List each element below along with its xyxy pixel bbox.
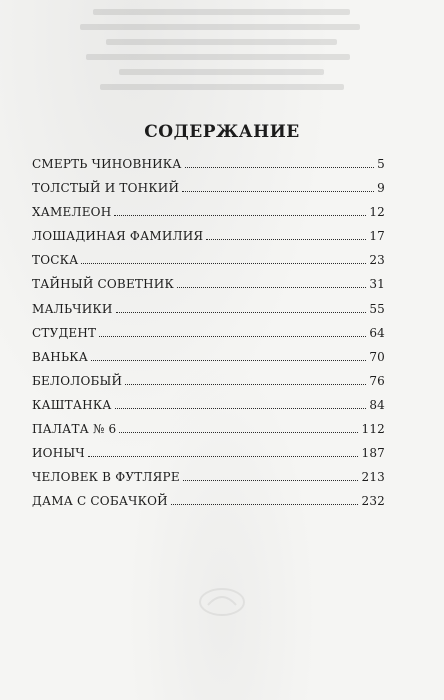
toc-entry-title: ЛОШАДИНАЯ ФАМИЛИЯ [32, 229, 204, 244]
toc-entry-title: ВАНЬКА [32, 349, 89, 364]
toc-entry-title: ТОСКА [32, 253, 79, 268]
toc-entry-title: БЕЛОЛОБЫЙ [32, 373, 123, 388]
toc-entry-title: ХАМЕЛЕОН [32, 205, 112, 220]
toc-entry [32, 446, 385, 470]
toc-entry [32, 470, 385, 494]
dot-leader [182, 191, 374, 192]
faint-emblem-icon [196, 585, 248, 619]
toc-entry-title: СТУДЕНТ [32, 325, 97, 340]
dot-leader [206, 239, 366, 240]
dot-leader [114, 215, 366, 216]
toc-entry-page: 55 [369, 301, 385, 316]
toc-entry [32, 374, 385, 398]
dot-leader [183, 480, 359, 481]
toc-entry-page: 12 [369, 205, 385, 220]
dot-leader [99, 336, 366, 337]
toc-entry-page: 76 [369, 373, 385, 388]
toc-entry [32, 277, 385, 301]
toc-entry-title: ТАЙНЫЙ СОВЕТНИК [32, 277, 174, 292]
toc-entry-title: ДАМА С СОБАЧКОЙ [32, 494, 168, 509]
toc-entry [32, 326, 385, 350]
toc-entry [32, 253, 385, 277]
dot-leader [115, 408, 367, 409]
toc-entry-title: ЧЕЛОВЕК В ФУТЛЯРЕ [32, 470, 180, 485]
toc-entry-page: 9 [377, 181, 385, 196]
toc-entry-title: КАШТАНКА [32, 397, 112, 412]
dot-leader [125, 384, 366, 385]
toc-entry [32, 229, 385, 253]
toc-entry-page: 31 [369, 277, 385, 292]
toc-entry-page: 213 [361, 470, 385, 485]
toc-entry-page: 187 [361, 446, 385, 461]
toc-entry-page: 23 [369, 253, 385, 268]
dot-leader [116, 312, 367, 313]
toc-entry-title: МАЛЬЧИКИ [32, 301, 113, 316]
dot-leader [91, 360, 366, 361]
toc-entry [32, 181, 385, 205]
page-title: СОДЕРЖАНИЕ [144, 122, 300, 142]
toc-entry [32, 398, 385, 422]
dot-leader [171, 504, 359, 505]
toc-entry-page: 5 [377, 157, 385, 171]
toc-entry [32, 302, 385, 326]
dot-leader [185, 167, 375, 168]
toc-entry [32, 494, 385, 518]
toc-entry [32, 422, 385, 446]
toc-entry-title: СМЕРТЬ ЧИНОВНИКА [32, 157, 182, 171]
toc-entry-page: 64 [369, 325, 385, 340]
toc-entry-page: 112 [361, 422, 385, 437]
toc-entry-title: ПАЛАТА № 6 [32, 422, 117, 437]
show-through-text [60, 0, 390, 110]
dot-leader [119, 432, 358, 433]
dot-leader [88, 456, 359, 457]
dot-leader [177, 287, 366, 288]
toc-entry-page: 232 [361, 494, 385, 509]
toc-entry-page: 84 [369, 397, 385, 412]
toc-entry-page: 70 [369, 349, 385, 364]
toc-entry [32, 350, 385, 374]
toc-entry-title: ИОНЫЧ [32, 446, 85, 461]
dot-leader [81, 263, 366, 264]
table-of-contents [32, 157, 385, 518]
toc-entry-title: ТОЛСТЫЙ И ТОНКИЙ [32, 181, 180, 196]
toc-entry-page: 17 [369, 229, 385, 244]
toc-entry [32, 157, 385, 181]
toc-entry [32, 205, 385, 229]
